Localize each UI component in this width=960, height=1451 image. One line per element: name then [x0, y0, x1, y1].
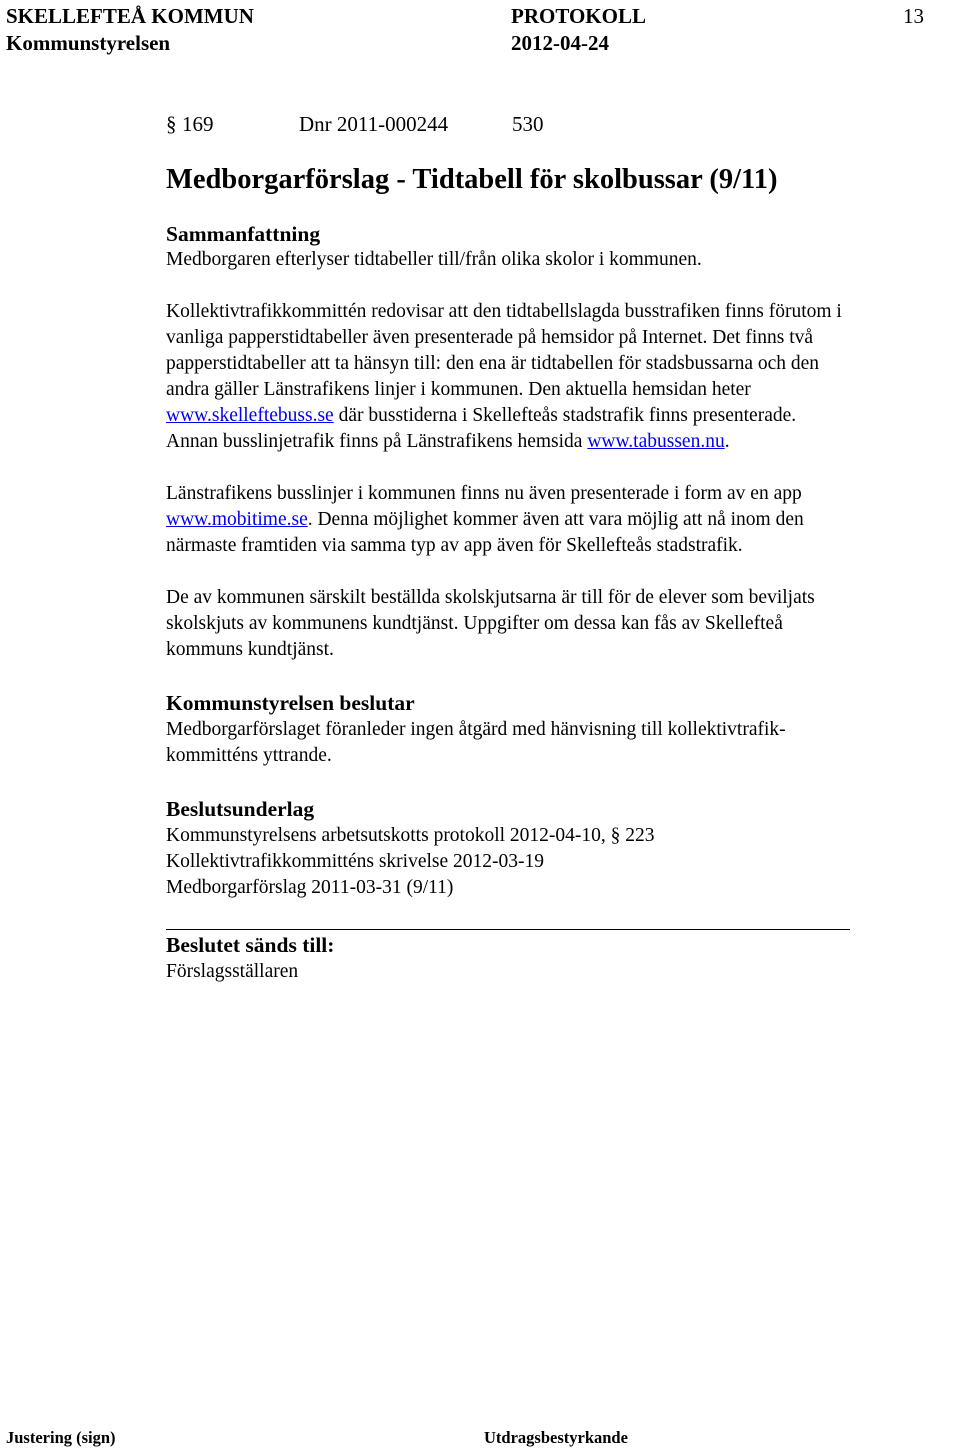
footer-justering: Justering (sign) [6, 1428, 116, 1447]
section-sign: § [166, 112, 177, 136]
summary-heading: Sammanfattning [166, 222, 321, 246]
doc-type: PROTOKOLL [511, 4, 646, 28]
summary-p4-line1: De av kommunen särskilt beställda skolskjutsarna är till för de elever som beviljats [166, 587, 815, 608]
org-name: SKELLEFTEÅ KOMMUN [6, 4, 254, 28]
summary-p2-line5-text: där busstiderna i Skellefteås stadstrafik finns presenterade. [333, 405, 797, 426]
summary-p3-line3: närmaste framtiden via samma typ av app även för Skellefteås stadstrafik. [166, 535, 743, 556]
summary-p2-line6-end: . [724, 431, 730, 452]
case-number: Dnr 2011-000244 [299, 112, 449, 136]
footer-utdragsbestyrkande: Utdragsbestyrkande [484, 1428, 628, 1447]
classification-code: 530 [512, 112, 544, 136]
summary-p2-line4: andra gäller Länstrafikens linjer i kommunen. Den aktuella hemsidan heter [166, 379, 751, 400]
summary-p4-line3: kommuns kundtjänst. [166, 639, 334, 660]
decision-line2: kommitténs yttrande. [166, 745, 332, 766]
mobitime-link[interactable]: www.mobitime.se [166, 509, 308, 530]
summary-p2-line6 [166, 429, 730, 455]
summary-p3-line1: Länstrafikens busslinjer i kommunen finns nu även presenterade i form av en app [166, 483, 802, 504]
summary-p4-line2: skolskjuts av kommunens kundtjänst. Uppgifter om dessa kan fås av Skellefteå [166, 613, 783, 634]
summary-p2-line1: Kollektivtrafikkommittén redovisar att den tidtabellslagda busstrafiken finns förutom i [166, 301, 842, 322]
recipient: Förslagsställaren [166, 961, 299, 982]
paragraph-number: 169 [182, 112, 214, 136]
basis-item: Kommunstyrelsens arbetsutskotts protokoll 2012-04-10, § 223 [166, 825, 655, 846]
summary-p2-line5 [166, 403, 796, 429]
committee-name: Kommunstyrelsen [6, 31, 171, 55]
summary-p2-line6-text: Annan busslinjetrafik finns på Länstrafikens hemsida [166, 431, 588, 452]
document-title: Medborgarförslag - Tidtabell för skolbussar (9/11) [166, 164, 778, 195]
summary-p2-line3: papperstidtabeller att ta hänsyn till: den ena är tidtabellen för stadsbussarna och den [166, 353, 820, 374]
skelleftebuss-link[interactable]: www.skelleftebuss.se [166, 405, 334, 426]
decision-heading: Kommunstyrelsen beslutar [166, 691, 415, 715]
separator-line [166, 929, 850, 930]
page-number: 13 [903, 4, 924, 28]
basis-heading: Beslutsunderlag [166, 797, 315, 821]
tabussen-link[interactable]: www.tabussen.nu [587, 431, 725, 452]
summary-p2-line2: vanliga papperstidtabeller även presenterade på hemsidor på Internet. Det finns två [166, 327, 814, 348]
basis-item: Medborgarförslag 2011-03-31 (9/11) [166, 877, 454, 898]
decision-line1: Medborgarförslaget föranleder ingen åtgärd med hänvisning till kollektivtrafik- [166, 719, 786, 740]
summary-line: Medborgaren efterlyser tidtabeller till/från olika skolor i kommunen. [166, 249, 702, 270]
basis-item: Kollektivtrafikkommitténs skrivelse 2012-03-19 [166, 851, 545, 872]
summary-p3-line2-text: . Denna möjlighet kommer även att vara möjlig att nå inom den [307, 509, 804, 530]
meeting-date: 2012-04-24 [511, 31, 609, 55]
sent-to-heading: Beslutet sänds till: [166, 933, 335, 957]
summary-p3-line2 [166, 507, 804, 533]
